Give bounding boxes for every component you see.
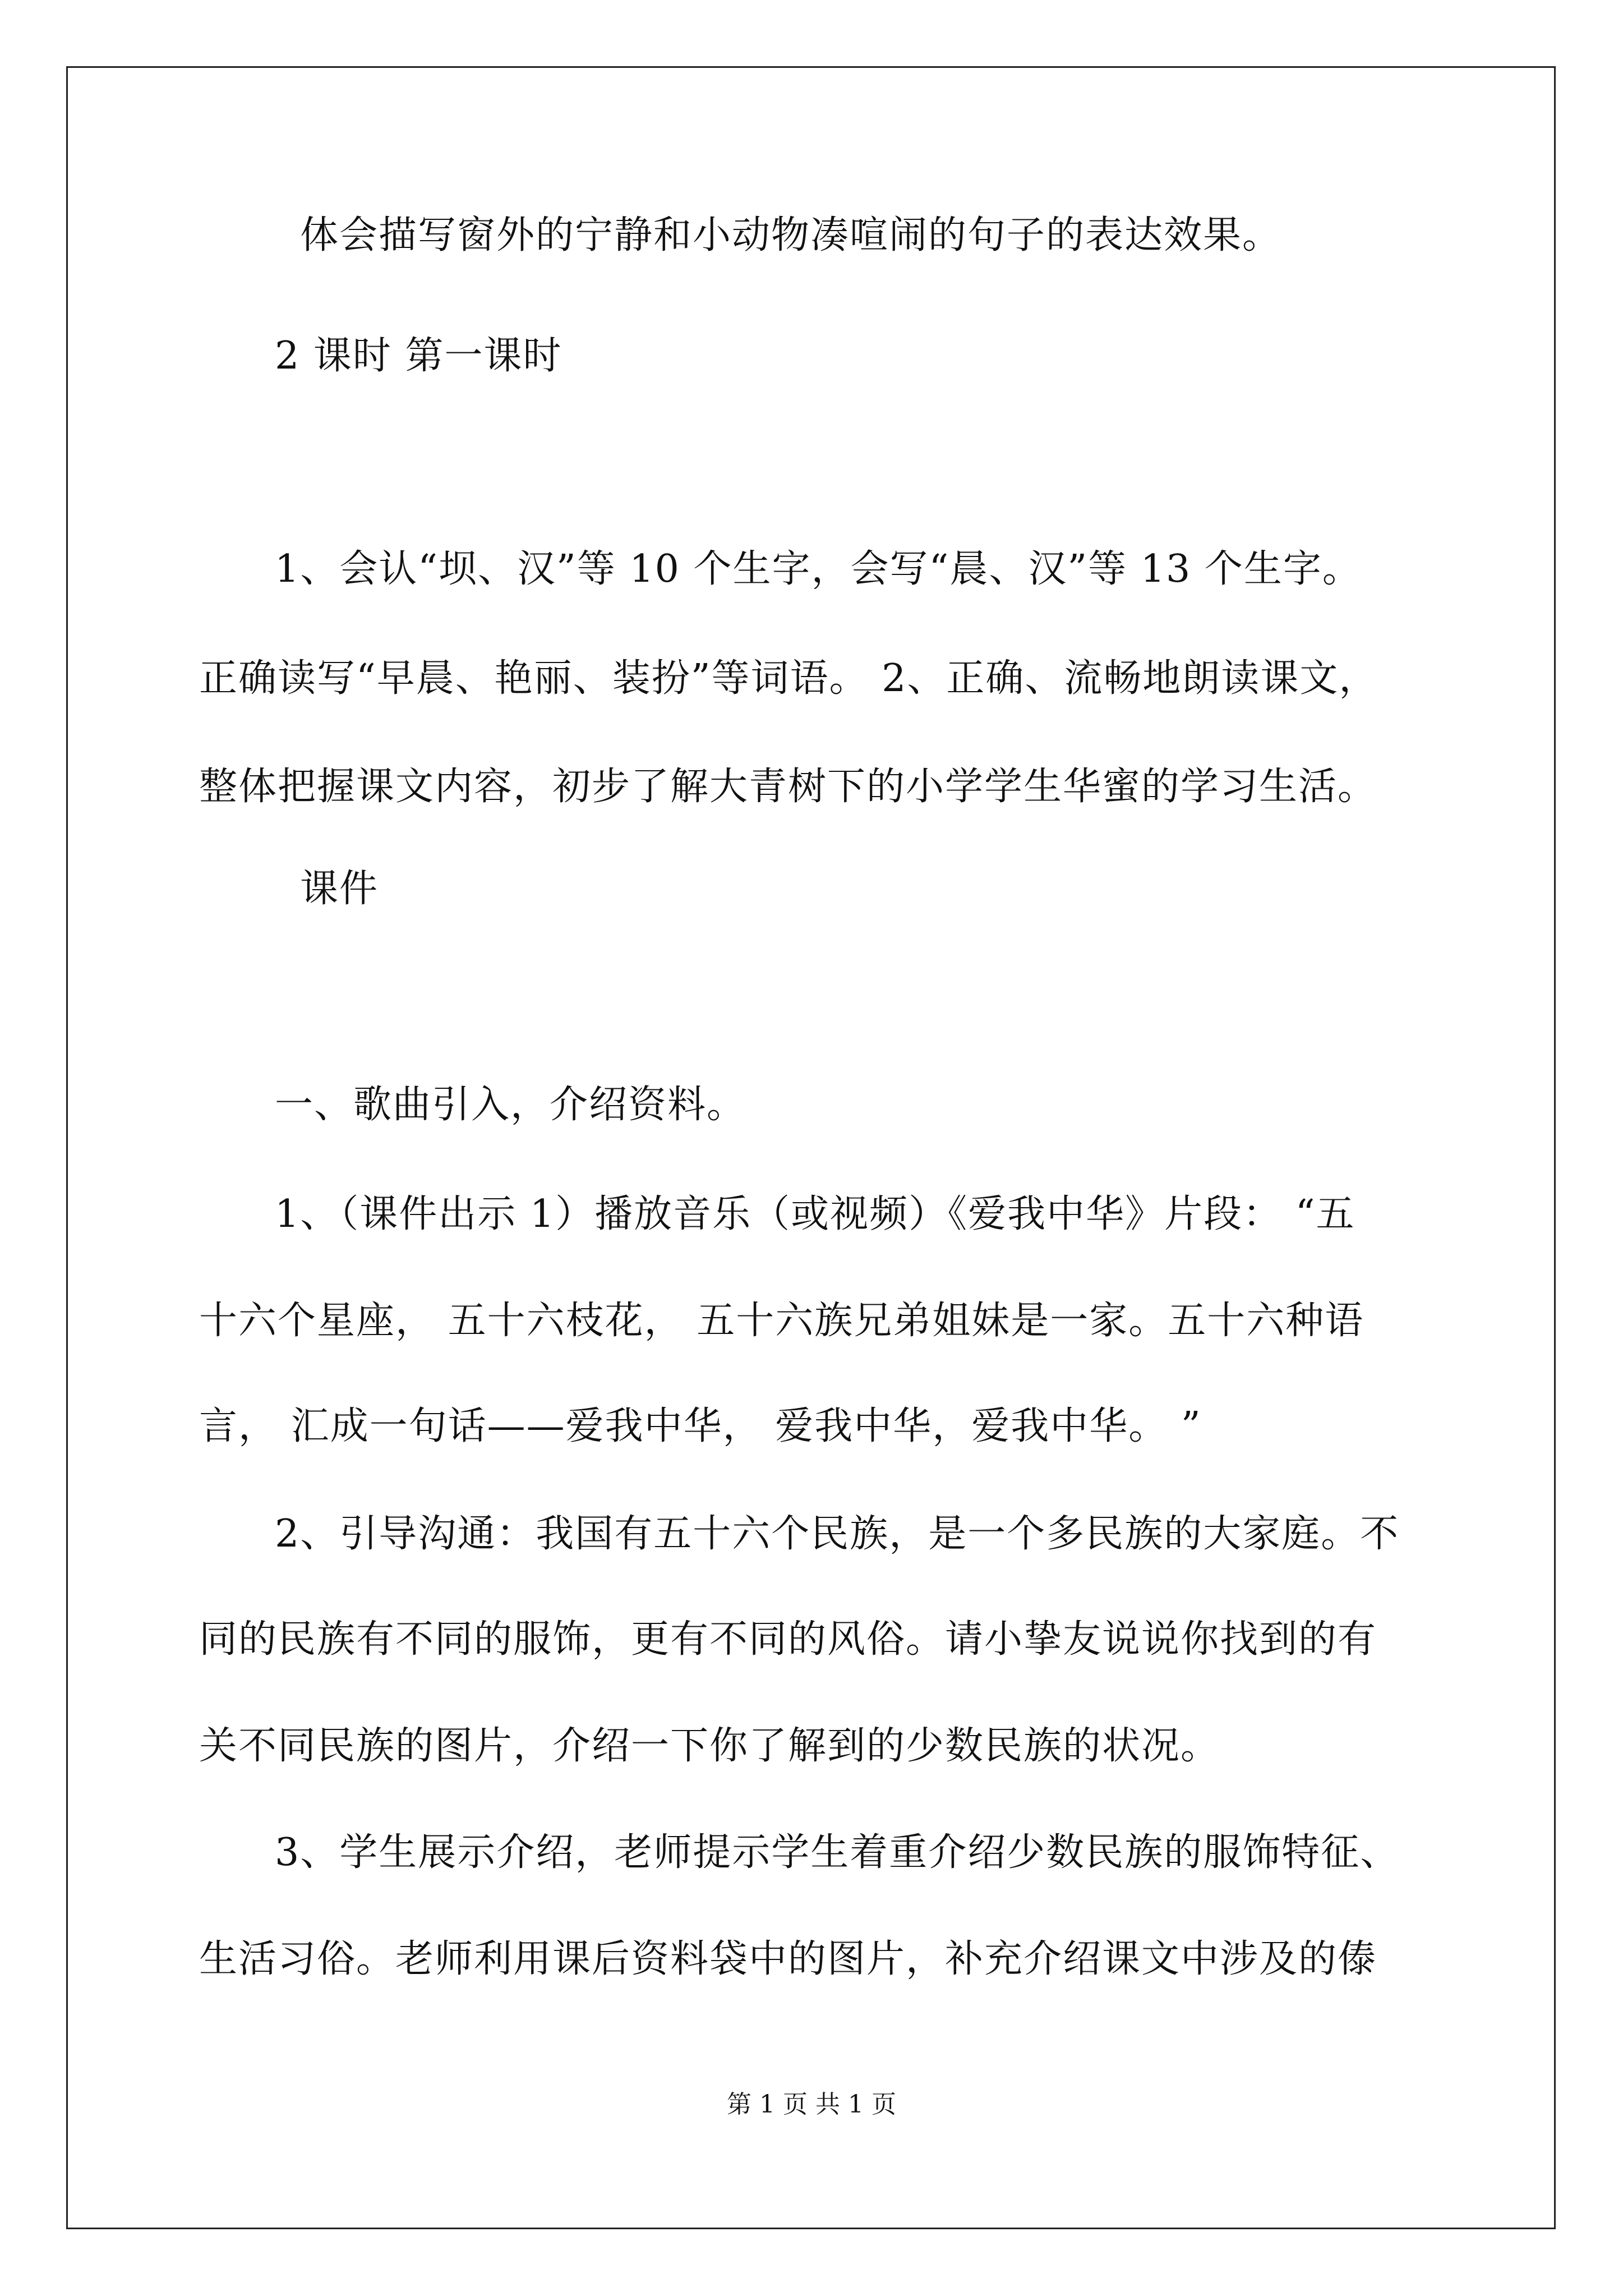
text-line: 正确读写“早晨、艳丽、装扮”等词语。 2、正确、流畅地朗读课文， [199,656,1378,701]
text-line: 2、引导沟通：我国有五十六个民族，是一个多民族的大家庭。不 [275,1512,1400,1556]
text-line: 体会描写窗外的宁静和小动物凑喧闹的句子的表达效果。 [300,213,1282,257]
text-line: 整体把握课文内容，初步了解大青树下的小学学生华蜜的学习生活。 [199,765,1377,809]
text-line: 一、歌曲引入，介绍资料。 [275,1083,746,1127]
text-line: 1、会认“坝、汉”等 10 个生字，会写“晨、汉”等 13 个生字。 [275,547,1362,591]
text-line: 3、学生展示介绍，老师提示学生着重介绍少数民族的服饰特征、 [275,1830,1400,1875]
text-line: 课件 [300,867,379,911]
text-line: 生活习俗。老师利用课后资料袋中的图片，补充介绍课文中涉及的傣 [199,1937,1377,1981]
text-line: 同的民族有不同的服饰，更有不同的风俗。请小挚友说说你找到的有 [199,1617,1377,1662]
text-line: 2 课时 第一课时 [275,334,562,378]
text-line: 十六个星座， 五十六枝花， 五十六族兄弟姐妹是一家。五十六种语 [199,1299,1364,1343]
text-line: 言， 汇成一句话——爱我中华， 爱我中华，爱我中华。 ” [199,1404,1202,1448]
text-line: 关不同民族的图片，介绍一下你了解到的少数民族的状况。 [199,1724,1220,1768]
text-line: 1、（课件出示 1）播放音乐（或视频）《爱我中华》片段： “五 [275,1192,1355,1236]
page-footer: 第 1 页 共 1 页 [727,2090,896,2119]
